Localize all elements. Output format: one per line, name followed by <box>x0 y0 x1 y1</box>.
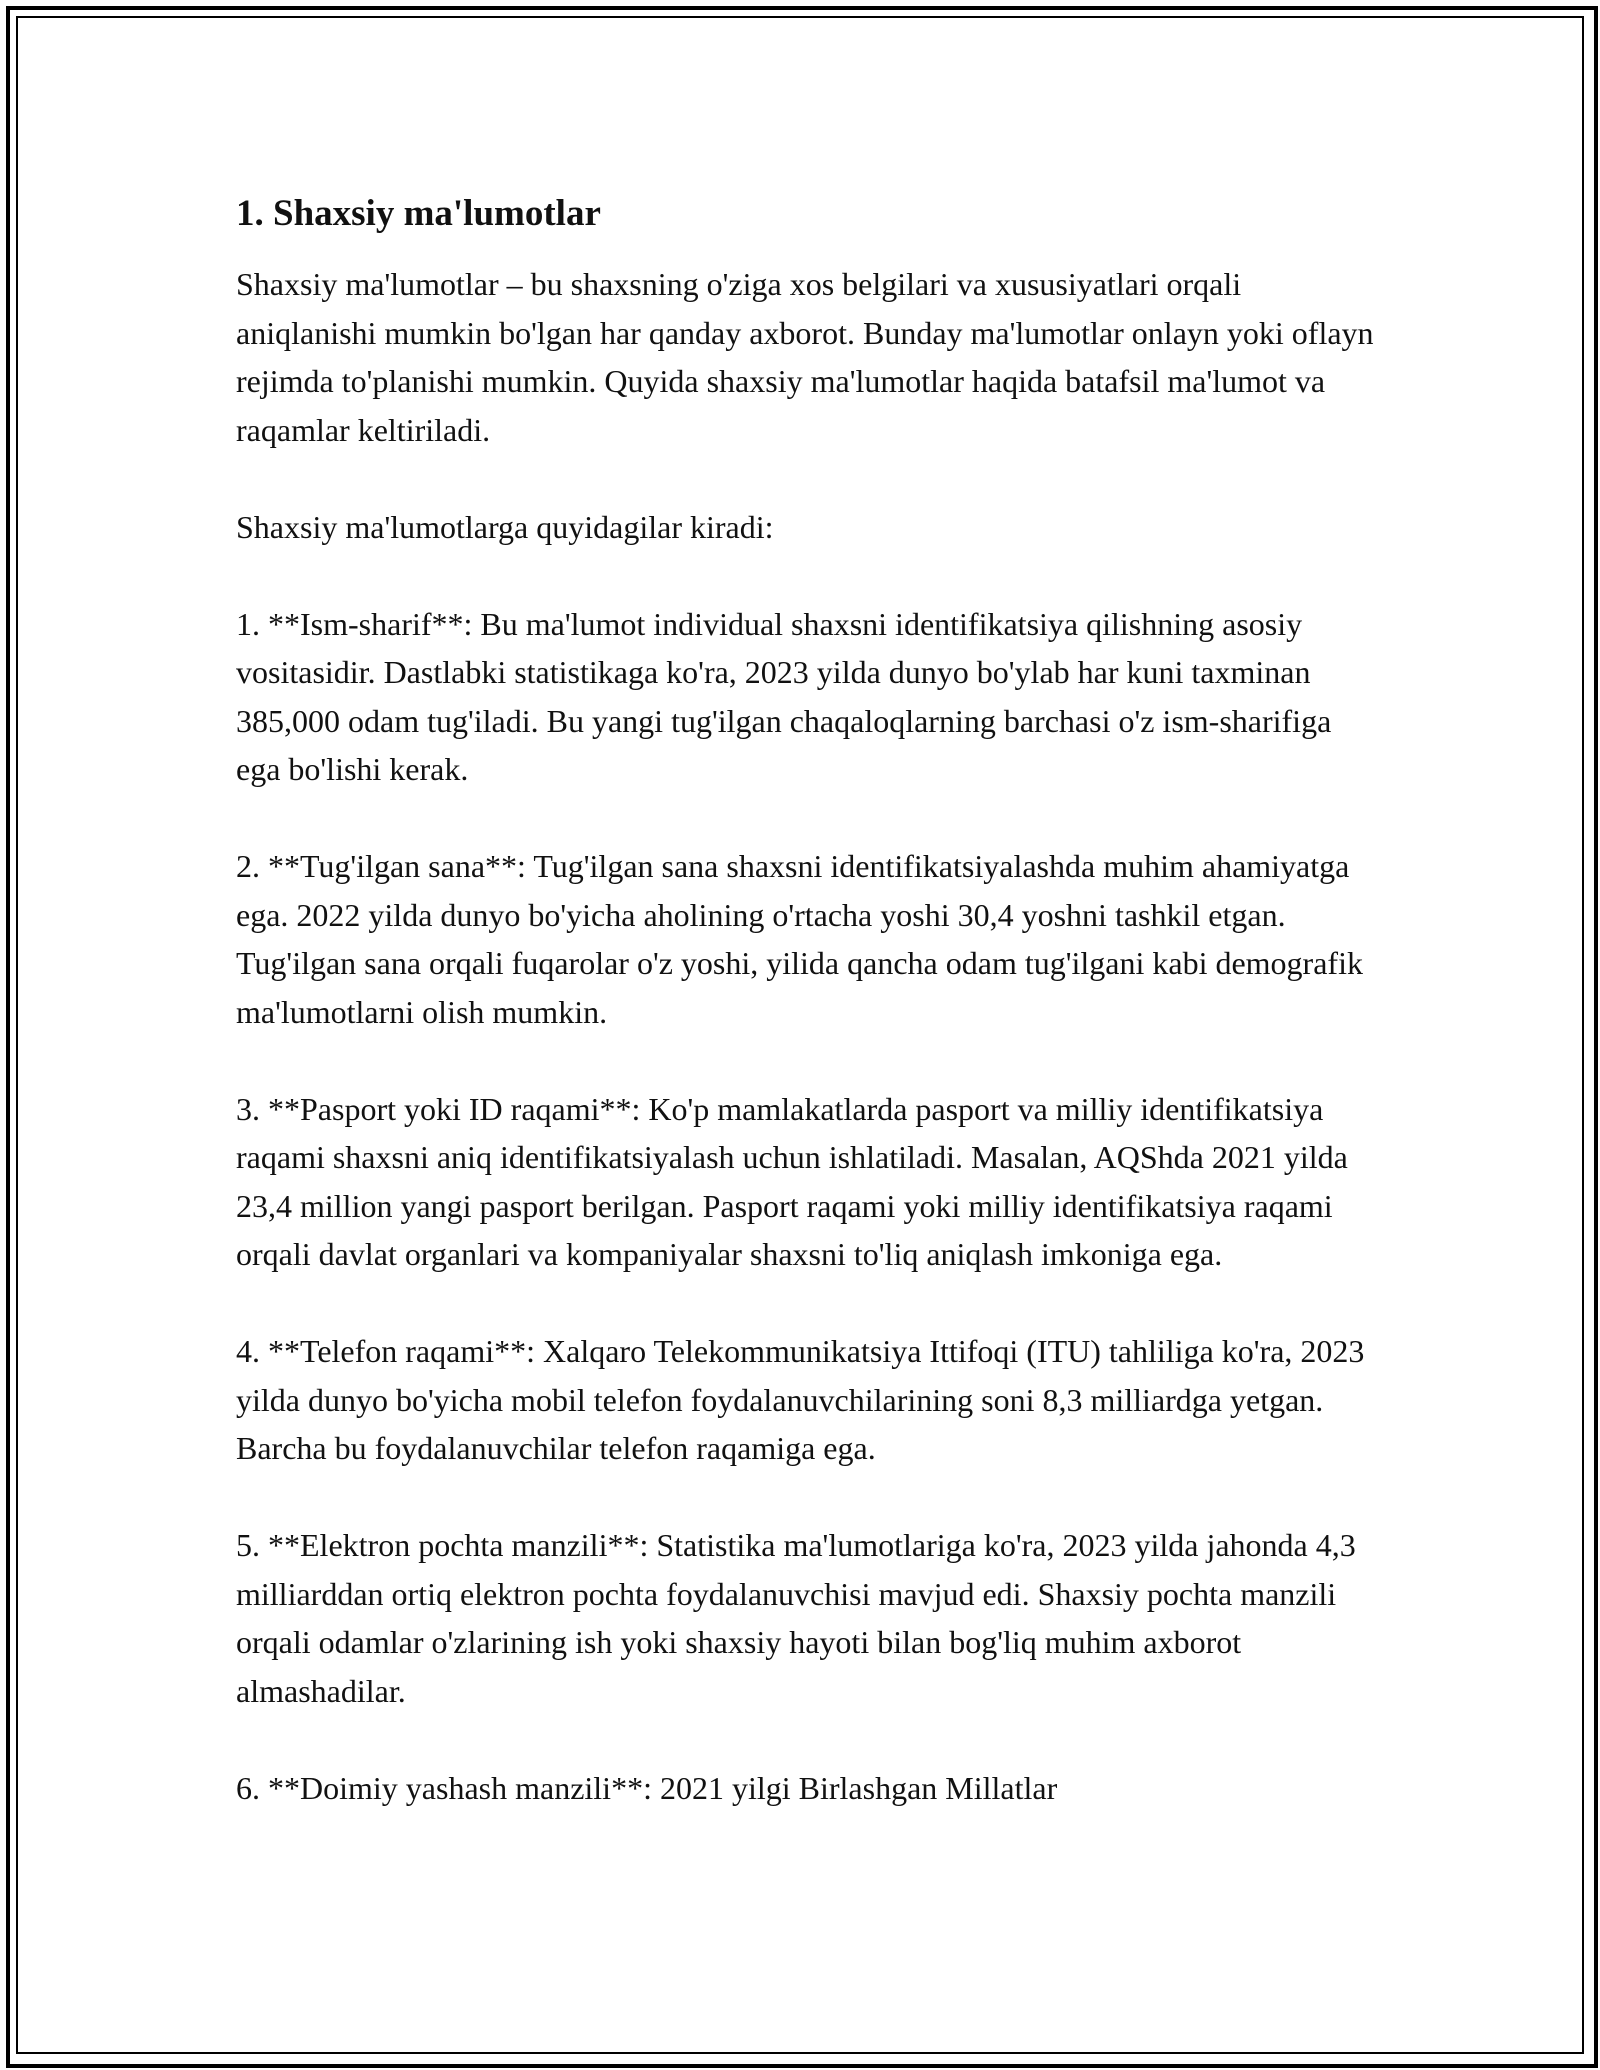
intro-paragraph: Shaxsiy ma'lumotlar – bu shaxsning o'ziga xos belgilari va xususiyatlari orqali aniqlanishi mumkin bo'lgan har qanday axborot. Bunday ma'lumotlar onlayn yoki oflayn rejimda to'planishi mumkin. Quyida shaxsiy ma'lumotlar haqida batafsil ma'lumot va raqamlar keltiriladi. <box>236 266 1374 448</box>
list-item-birthdate: 2. **Tug'ilgan sana**: Tug'ilgan sana shaxsni identifikatsiyalashda muhim ahamiyatga ega. 2022 yilda dunyo bo'yicha aholining o'rtacha yoshi 30,4 yoshni tashkil etgan. Tug'ilgan sana orqali fuqarolar o'z yoshi, yilida qancha odam tug'ilgani kabi demografik ma'lumotlarni olish mumkin. <box>236 848 1363 1030</box>
list-item-name: 1. **Ism-sharif**: Bu ma'lumot individual shaxsni identifikatsiya qilishning asosiy vositasidir. Dastlabki statistikaga ko'ra, 2023 yilda dunyo bo'ylab har kuni taxminan 385,000 odam tug'iladi. Bu yangi tug'ilgan chaqaloqlarning barchasi o'z ism-sharifiga ega bo'lishi kerak. <box>236 605 1332 787</box>
list-intro-paragraph: Shaxsiy ma'lumotlarga quyidagilar kiradi: <box>236 508 774 545</box>
list-item-passport: 3. **Pasport yoki ID raqami**: Ko'p mamlakatlarda pasport va milliy identifikatsiya raqami shaxsni aniq identifikatsiyalash uchun ishlatiladi. Masalan, AQShda 2021 yilda 23,4 million yangi pasport berilgan. Pasport raqami yoki milliy identifikatsiya raqami orqali davlat organlari va kompaniyalar shaxsni to'liq aniqlash imkoniga ega. <box>236 1090 1348 1272</box>
list-item-email: 5. **Elektron pochta manzili**: Statistika ma'lumotlariga ko'ra, 2023 yilda jahonda 4,3 milliarddan ortiq elektron pochta foydalanuvchisi mavjud edi. Shaxsiy pochta manzili orqali odamlar o'zlarining ish yoki shaxsiy hayoti bilan bog'liq muhim axborot almashadilar. <box>236 1527 1356 1709</box>
list-item-address: 6. **Doimiy yashash manzili**: 2021 yilgi Birlashgan Millatlar <box>236 1769 1058 1806</box>
section-heading: 1. Shaxsiy ma'lumotlar <box>236 193 601 234</box>
list-item-phone: 4. **Telefon raqami**: Xalqaro Telekommunikatsiya Ittifoqi (ITU) tahliliga ko'ra, 2023 yilda dunyo bo'yicha mobil telefon foydalanuvchilarining soni 8,3 milliardga yetgan. Barcha bu foydalanuvchilar telefon raqamiga ega. <box>236 1333 1365 1466</box>
document-body <box>236 188 1376 1812</box>
